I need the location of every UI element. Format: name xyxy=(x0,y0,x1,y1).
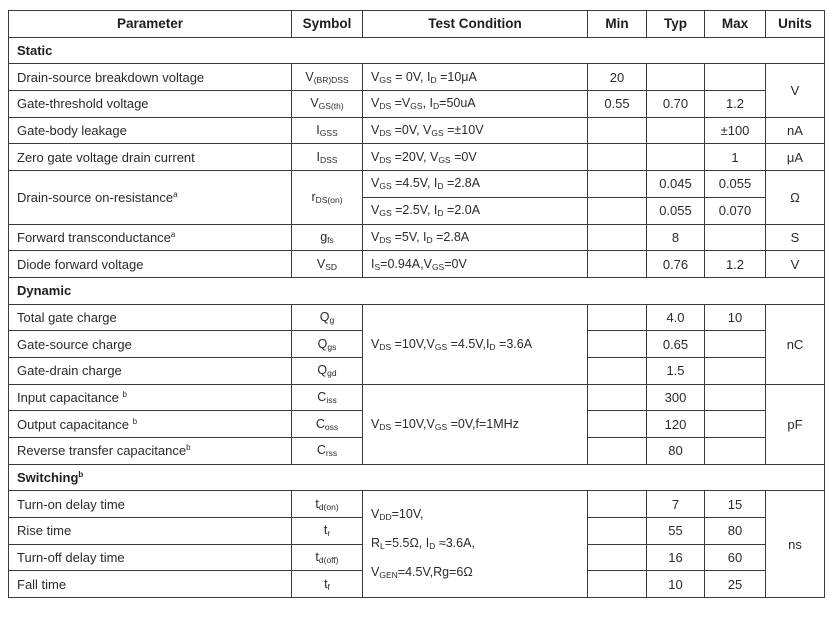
condition-symbol: V xyxy=(371,96,380,111)
table-row xyxy=(9,251,825,278)
condition-text: =3.6A xyxy=(495,336,533,351)
typ-cell: 10 xyxy=(647,571,705,598)
parameter-cell: Rise time xyxy=(9,518,292,545)
table-row xyxy=(9,384,825,411)
typ-cell: 7 xyxy=(647,491,705,518)
symbol-sub: GSS xyxy=(319,128,338,139)
condition-subscript: DS xyxy=(379,154,392,165)
units-cell: S xyxy=(766,224,825,251)
condition-subscript: GS xyxy=(410,101,423,112)
parameter-cell: Drain-source breakdown voltage xyxy=(9,64,292,91)
parameter-cell: Gate-body leakage xyxy=(9,117,292,144)
condition-subscript: D xyxy=(430,74,437,85)
max-cell xyxy=(705,357,766,384)
header-max: Max xyxy=(705,11,766,38)
condition-cell xyxy=(363,224,588,251)
symbol-cell xyxy=(292,331,363,358)
table-row xyxy=(9,64,825,91)
max-cell: 1.2 xyxy=(705,91,766,118)
min-cell xyxy=(588,384,647,411)
condition-symbol: V xyxy=(371,506,380,521)
symbol-main: I xyxy=(316,123,320,138)
max-cell xyxy=(705,331,766,358)
units-cell: nC xyxy=(766,304,825,384)
typ-cell: 0.055 xyxy=(647,197,705,224)
condition-symbol: V xyxy=(371,123,380,138)
condition-cell xyxy=(363,64,588,91)
condition-text: =2.5V, xyxy=(391,203,434,218)
condition-symbol: R xyxy=(371,535,381,550)
condition-subscript: DS xyxy=(379,421,392,432)
condition-subscript: GS xyxy=(379,74,392,85)
condition-symbol: V xyxy=(429,149,439,164)
footnote-marker: a xyxy=(173,189,178,199)
typ-cell xyxy=(647,144,705,171)
condition-text: =0V, xyxy=(391,123,424,138)
condition-text: =4.5V, xyxy=(447,336,486,351)
symbol-sub: oss xyxy=(324,421,339,432)
symbol-main: Q xyxy=(317,363,328,378)
footnote-marker: b xyxy=(78,470,84,480)
max-cell: 10 xyxy=(705,304,766,331)
condition-symbol: I xyxy=(485,336,490,351)
condition-text: =4.5V,Rg=6Ω xyxy=(397,564,473,579)
section-row-dynamic xyxy=(9,277,825,304)
typ-cell: 4.0 xyxy=(647,304,705,331)
symbol-cell xyxy=(292,224,363,251)
min-cell: 0.55 xyxy=(588,91,647,118)
parameter-cell: Turn-on delay time xyxy=(9,491,292,518)
header-min: Min xyxy=(588,11,647,38)
symbol-cell xyxy=(292,357,363,384)
units-cell: nA xyxy=(766,117,825,144)
min-cell: 20 xyxy=(588,64,647,91)
condition-line xyxy=(371,559,579,588)
symbol-cell xyxy=(292,491,363,518)
condition-subscript: GS xyxy=(379,181,392,192)
condition-text: =0V xyxy=(450,149,477,164)
symbol-cell xyxy=(292,144,363,171)
section-title: Static xyxy=(9,37,825,64)
header-row xyxy=(9,11,825,38)
condition-text: =±10V xyxy=(443,123,484,138)
section-row-switching xyxy=(9,464,825,491)
min-cell xyxy=(588,197,647,224)
symbol-main: V xyxy=(305,69,314,84)
max-cell xyxy=(705,224,766,251)
section-title-text: Switching xyxy=(17,470,79,486)
footnote-marker: b xyxy=(186,443,191,453)
typ-cell: 1.5 xyxy=(647,357,705,384)
condition-cell xyxy=(363,304,588,384)
table-row xyxy=(9,491,825,518)
condition-text: =0V xyxy=(444,256,467,271)
parameter-text: Forward transconductance xyxy=(17,229,171,245)
min-cell xyxy=(588,117,647,144)
parameter-text: Drain-source on-resistance xyxy=(17,189,174,205)
max-cell: 0.070 xyxy=(705,197,766,224)
symbol-main: C xyxy=(315,416,325,431)
footnote-marker: b xyxy=(122,389,127,399)
condition-subscript: D xyxy=(489,341,496,352)
condition-subscript: D xyxy=(433,101,440,112)
symbol-sub: r xyxy=(327,528,331,539)
units-cell: pF xyxy=(766,384,825,464)
max-cell: 15 xyxy=(705,491,766,518)
parameter-cell: Total gate charge xyxy=(9,304,292,331)
typ-cell: 8 xyxy=(647,224,705,251)
max-cell: ±100 xyxy=(705,117,766,144)
condition-subscript: DS xyxy=(379,234,392,245)
parameter-cell xyxy=(9,438,292,465)
condition-cell xyxy=(363,117,588,144)
condition-subscript: DS xyxy=(379,101,392,112)
symbol-main: r xyxy=(311,189,316,204)
condition-cell xyxy=(363,251,588,278)
parameter-cell xyxy=(9,224,292,251)
symbol-sub: gd xyxy=(327,368,337,379)
symbol-cell xyxy=(292,251,363,278)
header-units: Units xyxy=(766,11,825,38)
symbol-sub: DS(on) xyxy=(315,194,343,205)
condition-symbol: I xyxy=(426,69,431,84)
symbol-sub: (BR)DSS xyxy=(313,74,349,85)
max-cell: 80 xyxy=(705,518,766,545)
condition-text: =20V, xyxy=(391,149,430,164)
symbol-sub: GS(th) xyxy=(318,101,344,112)
symbol-cell xyxy=(292,117,363,144)
max-cell: 60 xyxy=(705,544,766,571)
condition-text: =10V,V xyxy=(391,416,435,431)
symbol-sub: iss xyxy=(326,394,337,405)
table-row xyxy=(9,224,825,251)
table-row xyxy=(9,91,825,118)
condition-text: , xyxy=(422,96,430,111)
condition-text: =2.8A xyxy=(443,176,481,191)
condition-symbol: V xyxy=(371,336,380,351)
parameter-text: Output capacitance xyxy=(17,416,133,432)
header-test-condition: Test Condition xyxy=(363,11,588,38)
typ-cell xyxy=(647,117,705,144)
parameter-cell: Gate-threshold voltage xyxy=(9,91,292,118)
min-cell xyxy=(588,411,647,438)
symbol-cell xyxy=(292,411,363,438)
min-cell xyxy=(588,518,647,545)
typ-cell: 120 xyxy=(647,411,705,438)
condition-symbol: V xyxy=(371,149,380,164)
condition-cell xyxy=(363,91,588,118)
parameter-cell: Zero gate voltage drain current xyxy=(9,144,292,171)
condition-subscript: DD xyxy=(379,511,392,522)
condition-text: =5.5Ω, xyxy=(384,535,426,550)
max-cell xyxy=(705,384,766,411)
condition-subscript: D xyxy=(437,181,444,192)
symbol-main: C xyxy=(317,389,327,404)
parameter-text: Reverse transfer capacitance xyxy=(17,443,187,459)
symbol-cell xyxy=(292,91,363,118)
symbol-main: t xyxy=(323,523,328,538)
min-cell xyxy=(588,357,647,384)
parameter-cell: Diode forward voltage xyxy=(9,251,292,278)
typ-cell: 300 xyxy=(647,384,705,411)
min-cell xyxy=(588,438,647,465)
min-cell xyxy=(588,571,647,598)
typ-cell: 16 xyxy=(647,544,705,571)
condition-line xyxy=(371,530,579,559)
units-cell: V xyxy=(766,64,825,117)
symbol-sub: rss xyxy=(325,448,338,459)
parameter-cell xyxy=(9,171,292,224)
max-cell: 1.2 xyxy=(705,251,766,278)
symbol-main: C xyxy=(316,443,326,458)
condition-subscript: L xyxy=(380,540,385,551)
symbol-sub: DSS xyxy=(320,154,338,165)
condition-subscript: DS xyxy=(379,128,392,139)
condition-text: ≈3.6A, xyxy=(435,535,475,550)
condition-text: =10μA xyxy=(436,69,477,84)
condition-symbol: I xyxy=(433,203,438,218)
condition-symbol: V xyxy=(371,564,380,579)
max-cell: 25 xyxy=(705,571,766,598)
condition-subscript: DS xyxy=(379,341,392,352)
max-cell xyxy=(705,64,766,91)
symbol-main: g xyxy=(320,229,328,244)
max-cell: 0.055 xyxy=(705,171,766,198)
condition-symbol: V xyxy=(371,416,380,431)
symbol-cell xyxy=(292,384,363,411)
parameter-cell: Gate-drain charge xyxy=(9,357,292,384)
symbol-sub: d(on) xyxy=(318,501,339,512)
parameter-cell: Turn-off delay time xyxy=(9,544,292,571)
symbol-sub: d(off) xyxy=(318,555,339,566)
symbol-main: V xyxy=(316,256,326,271)
parameter-cell: Gate-source charge xyxy=(9,331,292,358)
symbol-cell xyxy=(292,438,363,465)
symbol-main: Q xyxy=(317,336,328,351)
electrical-characteristics-table xyxy=(8,10,825,598)
min-cell xyxy=(588,171,647,198)
symbol-sub: gs xyxy=(327,341,337,352)
condition-subscript: S xyxy=(374,261,381,272)
table-row xyxy=(9,304,825,331)
section-title xyxy=(9,464,825,491)
condition-text: =10V,V xyxy=(391,336,435,351)
symbol-main: t xyxy=(315,550,319,565)
typ-cell: 80 xyxy=(647,438,705,465)
symbol-sub: fs xyxy=(327,234,334,245)
condition-symbol: I xyxy=(371,256,375,271)
condition-cell xyxy=(363,171,588,198)
condition-cell xyxy=(363,384,588,464)
condition-symbol: V xyxy=(371,203,380,218)
condition-subscript: GS xyxy=(379,208,392,219)
condition-subscript: D xyxy=(437,208,444,219)
symbol-cell xyxy=(292,571,363,598)
table-row xyxy=(9,171,825,198)
symbol-cell xyxy=(292,544,363,571)
parameter-cell: Fall time xyxy=(9,571,292,598)
condition-subscript: GEN xyxy=(379,569,398,580)
units-cell: Ω xyxy=(766,171,825,224)
condition-cell xyxy=(363,197,588,224)
condition-symbol: I xyxy=(429,96,433,111)
footnote-marker: a xyxy=(170,229,176,239)
condition-text: =5V, xyxy=(391,229,424,244)
typ-cell: 0.045 xyxy=(647,171,705,198)
symbol-sub: f xyxy=(327,581,330,592)
condition-text: =50uA xyxy=(439,96,476,111)
parameter-text: Input capacitance xyxy=(17,389,123,405)
table-row xyxy=(9,144,825,171)
typ-cell: 0.70 xyxy=(647,91,705,118)
condition-symbol: I xyxy=(423,229,427,244)
condition-text: =2.0A xyxy=(443,203,481,218)
section-row-static xyxy=(9,37,825,64)
typ-cell: 0.76 xyxy=(647,251,705,278)
condition-subscript: D xyxy=(426,234,433,245)
symbol-main: V xyxy=(310,96,319,111)
condition-symbol: I xyxy=(425,535,430,550)
condition-subscript: D xyxy=(429,540,436,551)
symbol-sub: SD xyxy=(325,261,338,272)
symbol-main: I xyxy=(316,149,320,164)
condition-symbol: I xyxy=(433,176,438,191)
condition-text: =0.94A,V xyxy=(380,256,432,271)
header-parameter: Parameter xyxy=(9,11,292,38)
min-cell xyxy=(588,251,647,278)
condition-subscript: GS xyxy=(434,341,448,352)
typ-cell xyxy=(647,64,705,91)
symbol-main: Q xyxy=(319,309,330,324)
symbol-cell xyxy=(292,64,363,91)
min-cell xyxy=(588,304,647,331)
units-cell: V xyxy=(766,251,825,278)
typ-cell: 55 xyxy=(647,518,705,545)
condition-subscript: GS xyxy=(431,261,445,272)
condition-text: =V xyxy=(391,96,411,111)
max-cell xyxy=(705,411,766,438)
condition-text: =0V,f=1MHz xyxy=(447,416,519,431)
condition-cell xyxy=(363,491,588,598)
condition-text: =10V, xyxy=(391,506,424,521)
condition-text: = 0V, xyxy=(391,69,427,84)
header-symbol: Symbol xyxy=(292,11,363,38)
min-cell xyxy=(588,331,647,358)
condition-symbol: V xyxy=(371,229,380,244)
min-cell xyxy=(588,544,647,571)
condition-text: =2.8A xyxy=(432,229,470,244)
min-cell xyxy=(588,491,647,518)
header-typ: Typ xyxy=(647,11,705,38)
parameter-cell xyxy=(9,384,292,411)
condition-subscript: GS xyxy=(431,128,444,139)
typ-cell: 0.65 xyxy=(647,331,705,358)
units-cell: ns xyxy=(766,491,825,598)
symbol-cell xyxy=(292,171,363,224)
max-cell xyxy=(705,438,766,465)
max-cell: 1 xyxy=(705,144,766,171)
section-title: Dynamic xyxy=(9,277,825,304)
symbol-main: t xyxy=(324,576,328,591)
condition-symbol: V xyxy=(371,69,380,84)
footnote-marker: b xyxy=(132,416,138,426)
table-row xyxy=(9,117,825,144)
min-cell xyxy=(588,144,647,171)
symbol-cell xyxy=(292,304,363,331)
symbol-sub: g xyxy=(329,314,335,325)
symbol-main: t xyxy=(315,496,319,511)
min-cell xyxy=(588,224,647,251)
parameter-cell xyxy=(9,411,292,438)
condition-line xyxy=(371,501,579,530)
condition-text: =4.5V, xyxy=(391,176,434,191)
condition-symbol: V xyxy=(423,123,432,138)
units-cell: μA xyxy=(766,144,825,171)
condition-subscript: GS xyxy=(438,154,451,165)
condition-symbol: V xyxy=(371,176,380,191)
condition-subscript: GS xyxy=(434,421,448,432)
symbol-cell xyxy=(292,518,363,545)
condition-cell xyxy=(363,144,588,171)
